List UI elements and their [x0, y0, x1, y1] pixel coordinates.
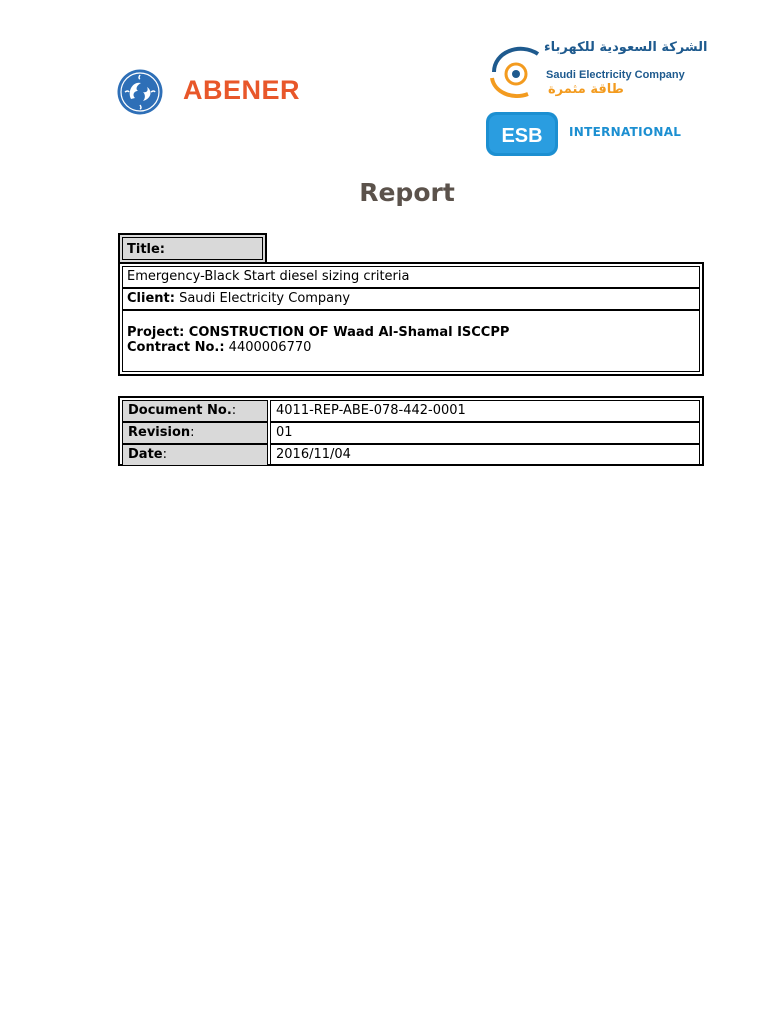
revision-label: Revision: [122, 422, 268, 444]
date-label: Date: [122, 444, 268, 466]
revision-value: 01 [270, 422, 700, 444]
esb-logo [486, 112, 558, 156]
sec-logo [488, 40, 708, 102]
table-row [122, 400, 700, 422]
contract-label: Contract No.: [127, 340, 225, 355]
client-row [122, 288, 700, 310]
project-line: Project: CONSTRUCTION OF Waad Al-Shamal ISCCPP [127, 325, 510, 340]
sec-emblem-icon [488, 40, 546, 102]
document-no-label: Document No.: [122, 400, 268, 422]
ge-logo [117, 69, 163, 115]
esb-international-text: INTERNATIONAL [569, 125, 682, 139]
title-value: Emergency-Black Start diesel sizing criteria [122, 266, 700, 288]
project-row [122, 310, 700, 372]
report-heading: Report [359, 178, 455, 207]
table-row [122, 422, 700, 444]
title-label: Title: [122, 237, 263, 260]
document-table [118, 396, 704, 466]
sec-english-name: Saudi Electricity Company [546, 69, 685, 81]
document-no-value: 4011-REP-ABE-078-442-0001 [270, 400, 700, 422]
contract-value: 4400006770 [228, 340, 312, 355]
abener-logo: ABENER [183, 75, 301, 105]
contract-line [127, 340, 695, 355]
client-label: Client: [127, 291, 175, 306]
sec-slogan: طاقة مثمرة [548, 82, 624, 97]
svg-text:ESB: ESB [501, 125, 543, 147]
title-tab [118, 233, 267, 264]
table-row [122, 444, 700, 466]
date-value: 2016/11/04 [270, 444, 700, 466]
sec-arabic-name: الشركة السعودية للكهرباء [544, 40, 708, 55]
client-value: Saudi Electricity Company [179, 291, 351, 306]
info-box [118, 262, 704, 376]
